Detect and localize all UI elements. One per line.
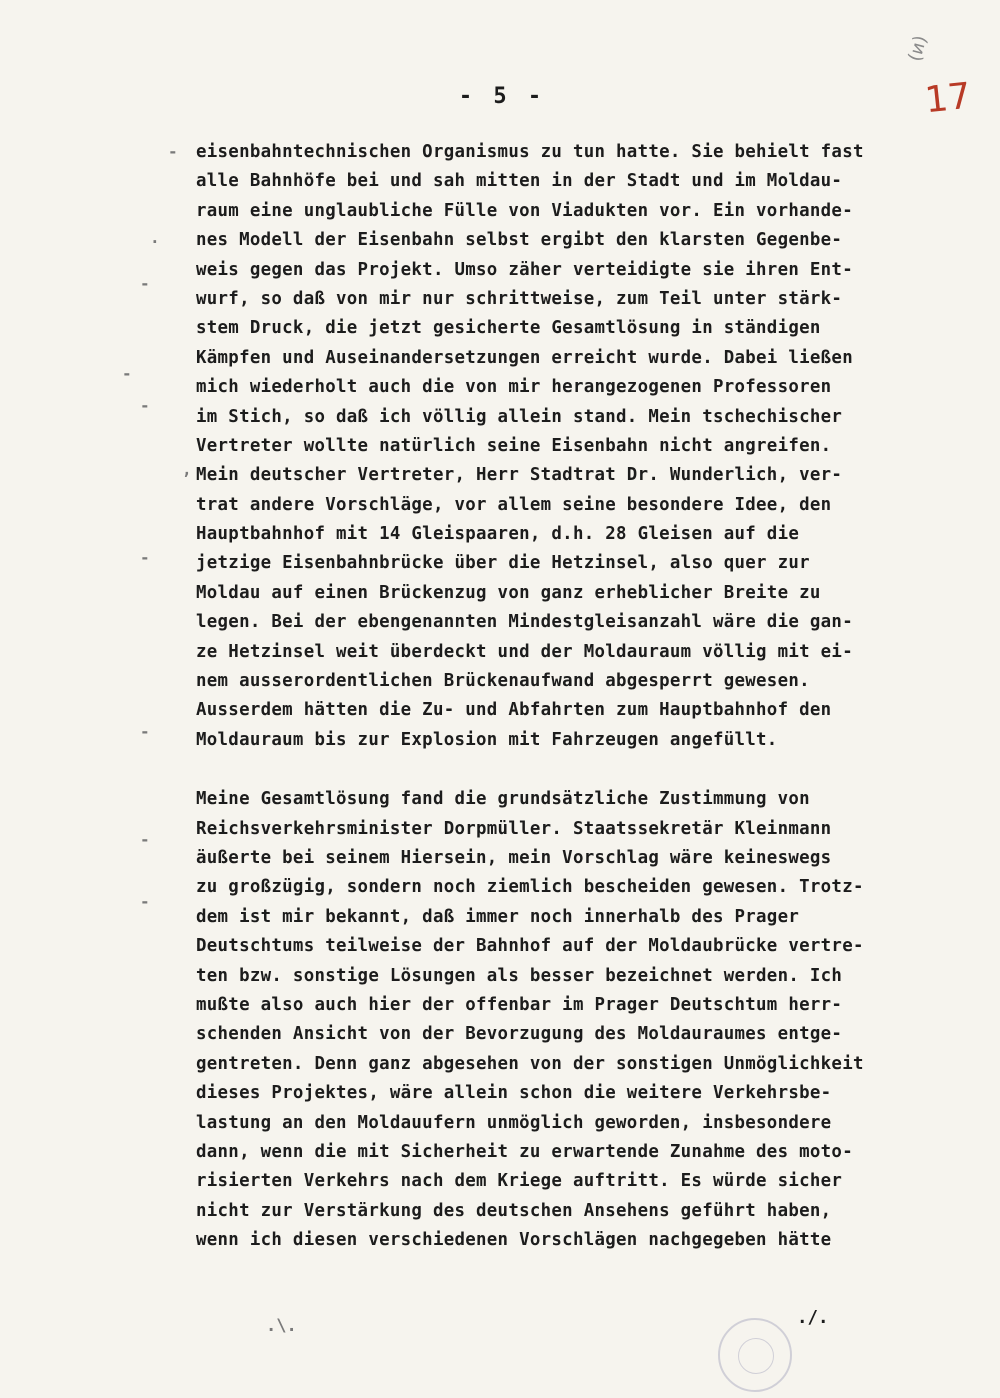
margin-dot: , <box>182 460 192 479</box>
stamp-seal-icon <box>738 1338 774 1374</box>
continuation-mark: ./. <box>797 1308 829 1328</box>
text-line: jetzige Eisenbahnbrücke über die Hetzinsel, also quer zur <box>196 553 810 574</box>
text-line: wurf, so daß von mir nur schrittweise, zum Teil unter stärk- <box>196 288 843 309</box>
text-line: zu großzügig, sondern noch ziemlich bescheiden gewesen. Trotz- <box>196 877 864 898</box>
text-line: Vertreter wollte natürlich seine Eisenbahn nicht angreifen. <box>196 435 832 456</box>
margin-dash: - <box>140 548 150 567</box>
text-line: eisenbahntechnischen Organismus zu tun hatte. Sie behielt fast <box>196 142 864 162</box>
text-line: Moldauraum bis zur Explosion mit Fahrzeugen angefüllt. <box>196 729 778 750</box>
text-line: stem Druck, die jetzt gesicherte Gesamtlösung in ständigen <box>196 318 821 339</box>
text-line: wenn ich diesen verschiedenen Vorschlägen nachgegeben hätte <box>196 1230 832 1251</box>
text-line: risierten Verkehrs nach dem Kriege auftritt. Es würde sicher <box>196 1171 843 1192</box>
text-line: nes Modell der Eisenbahn selbst ergibt den klarsten Gegenbe- <box>196 230 843 251</box>
archive-stamp <box>718 1318 792 1392</box>
text-line: Kämpfen und Auseinandersetzungen erreicht wurde. Dabei ließen <box>196 347 853 368</box>
margin-dot: .\. <box>266 1316 297 1336</box>
paragraph-gap <box>196 755 966 785</box>
text-line: nem ausserordentlichen Brückenaufwand abgesperrt gewesen. <box>196 671 810 692</box>
text-line: nicht zur Verstärkung des deutschen Ansehens geführt haben, <box>196 1200 832 1221</box>
text-line: äußerte bei seinem Hiersein, mein Vorschlag wäre keineswegs <box>196 847 832 868</box>
text-line: schenden Ansicht von der Bevorzugung des Moldauraumes entge- <box>196 1024 843 1045</box>
text-line: legen. Bei der ebengenannten Mindestgleisanzahl wäre die gan- <box>196 612 853 633</box>
margin-dash: - <box>140 892 150 911</box>
text-line: mußte also auch hier der offenbar im Prager Deutschtum herr- <box>196 994 843 1015</box>
archive-folio-number: 17 <box>922 75 973 122</box>
text-line: Deutschtums teilweise der Bahnhof auf der Moldaubrücke vertre- <box>196 936 864 957</box>
margin-dash: - <box>168 142 178 161</box>
text-line: Moldau auf einen Brückenzug von ganz erheblicher Breite zu <box>196 582 821 603</box>
margin-dash: - <box>140 830 150 849</box>
text-line: dann, wenn die mit Sicherheit zu erwartende Zunahme des moto- <box>196 1141 853 1162</box>
margin-dash: - <box>140 274 150 293</box>
text-line: Reichsverkehrsminister Dorpmüller. Staatssekretär Kleinmann <box>196 818 832 839</box>
text-line: mich wiederholt auch die von mir herangezogenen Professoren <box>196 377 832 398</box>
text-line: Meine Gesamtlösung fand die grundsätzliche Zustimmung von <box>196 789 810 810</box>
text-line: lastung an den Moldauufern unmöglich geworden, insbesondere <box>196 1112 832 1133</box>
pencil-annotation: (ᴎ) <box>904 33 932 64</box>
text-line: gentreten. Denn ganz abgesehen von der sonstigen Unmöglichkeit <box>196 1053 864 1074</box>
text-line: trat andere Vorschläge, vor allem seine besondere Idee, den <box>196 494 832 515</box>
body-text <box>196 138 966 1255</box>
text-line: Mein deutscher Vertreter, Herr Stadtrat Dr. Wunderlich, ver- <box>196 465 843 486</box>
text-line: weis gegen das Projekt. Umso zäher verteidigte sie ihren Ent- <box>196 259 853 280</box>
text-line: dieses Projektes, wäre allein schon die weitere Verkehrsbe- <box>196 1083 832 1104</box>
text-line: alle Bahnhöfe bei und sah mitten in der Stadt und im Moldau- <box>196 171 843 192</box>
text-line: raum eine unglaubliche Fülle von Viadukten vor. Ein vorhande- <box>196 200 853 221</box>
text-line: ze Hetzinsel weit überdeckt und der Moldauraum völlig mit ei- <box>196 641 853 662</box>
text-line: im Stich, so daß ich völlig allein stand. Mein tschechischer <box>196 406 843 427</box>
margin-dash: - <box>140 722 150 741</box>
text-line: Hauptbahnhof mit 14 Gleispaaren, d.h. 28 Gleisen auf die <box>196 524 800 545</box>
margin-dash: - <box>140 396 150 415</box>
margin-dot: · <box>150 232 160 251</box>
text-line: dem ist mir bekannt, daß immer noch innerhalb des Prager <box>196 906 800 927</box>
page-number: - 5 - <box>458 84 546 109</box>
text-line: Ausserdem hätten die Zu- und Abfahrten zum Hauptbahnhof den <box>196 700 832 721</box>
text-line: ten bzw. sonstige Lösungen als besser bezeichnet werden. Ich <box>196 965 843 986</box>
margin-dash: - <box>122 364 132 383</box>
